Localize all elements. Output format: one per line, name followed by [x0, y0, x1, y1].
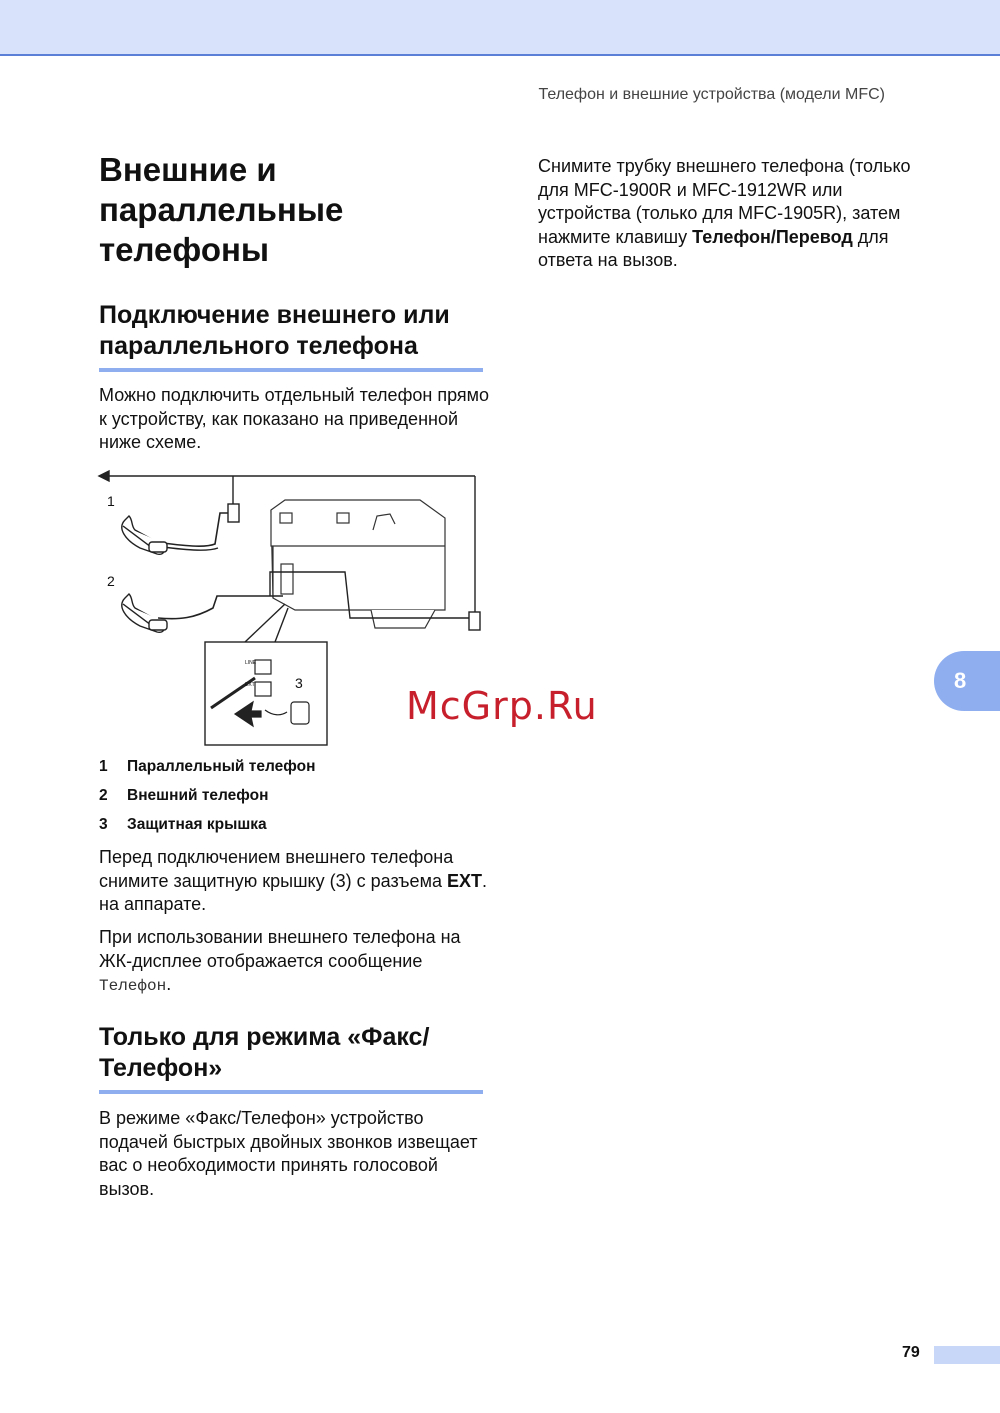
section-heading-fax-tel: Только для режима «Факс/Телефон» [99, 1022, 483, 1094]
arrow-icon [99, 471, 109, 481]
section-heading-connection: Подключение внешнего или параллельного телефона [99, 300, 483, 372]
legend-label: Защитная крышка [127, 816, 267, 833]
watermark: McGrp.Ru [406, 684, 598, 728]
legend-num: 2 [99, 787, 108, 804]
chapter-tab[interactable]: 8 [934, 651, 1000, 711]
fax-tel-paragraph: В режиме «Факс/Телефон» устройство подачей быстрых двойных звонков извещает вас о необходимости принять голосовой вызов. [99, 1108, 478, 1199]
jack-label-line: LINE [245, 660, 257, 666]
external-phone [122, 594, 167, 632]
callout-1: 1 [107, 493, 115, 509]
cord-2 [158, 596, 283, 619]
legend-num: 1 [99, 758, 108, 775]
page-number: 79 [902, 1344, 920, 1361]
callout-3: 3 [295, 675, 303, 691]
legend-num: 3 [99, 816, 108, 833]
cap-instruction-paragraph: Перед подключением внешнего телефона снимите защитную крышку (3) с разъема EXT. на аппарате. [99, 847, 487, 914]
lcd-message-paragraph: При использовании внешнего телефона на ЖК-дисплее отображается сообщение Телефон. [99, 927, 461, 995]
legend-item [99, 816, 489, 845]
diagram-legend [99, 758, 489, 845]
bottom-bar [934, 1346, 1000, 1364]
legend-item [99, 758, 489, 787]
lcd-message: Телефон [99, 977, 167, 995]
right-column-paragraph: Снимите трубку внешнего телефона (только для MFC-1900R и MFC-1912WR или устройства (только для MFC-1905R), затем нажмите клавишу Телефон/Перевод для ответа на вызов. [538, 156, 911, 270]
wall-jack-2 [469, 612, 480, 630]
running-header: Телефон и внешние устройства (модели MFC) [538, 86, 885, 103]
legend-label: Параллельный телефон [127, 758, 316, 775]
legend-item [99, 787, 489, 816]
wall-jack-1 [228, 504, 239, 522]
callout-2: 2 [107, 573, 115, 589]
jack-label-ext: EXT. [245, 682, 256, 688]
parallel-phone [122, 516, 167, 554]
page-title: Внешние и параллельные телефоны [99, 151, 344, 268]
legend-label: Внешний телефон [127, 787, 269, 804]
cord-1 [155, 513, 228, 546]
mfc-device [271, 500, 445, 628]
intro-paragraph: Можно подключить отдельный телефон прямо к устройству, как показано на приведенной ниже схеме. [99, 385, 490, 452]
top-band [0, 0, 1000, 56]
protective-cap [291, 702, 309, 724]
